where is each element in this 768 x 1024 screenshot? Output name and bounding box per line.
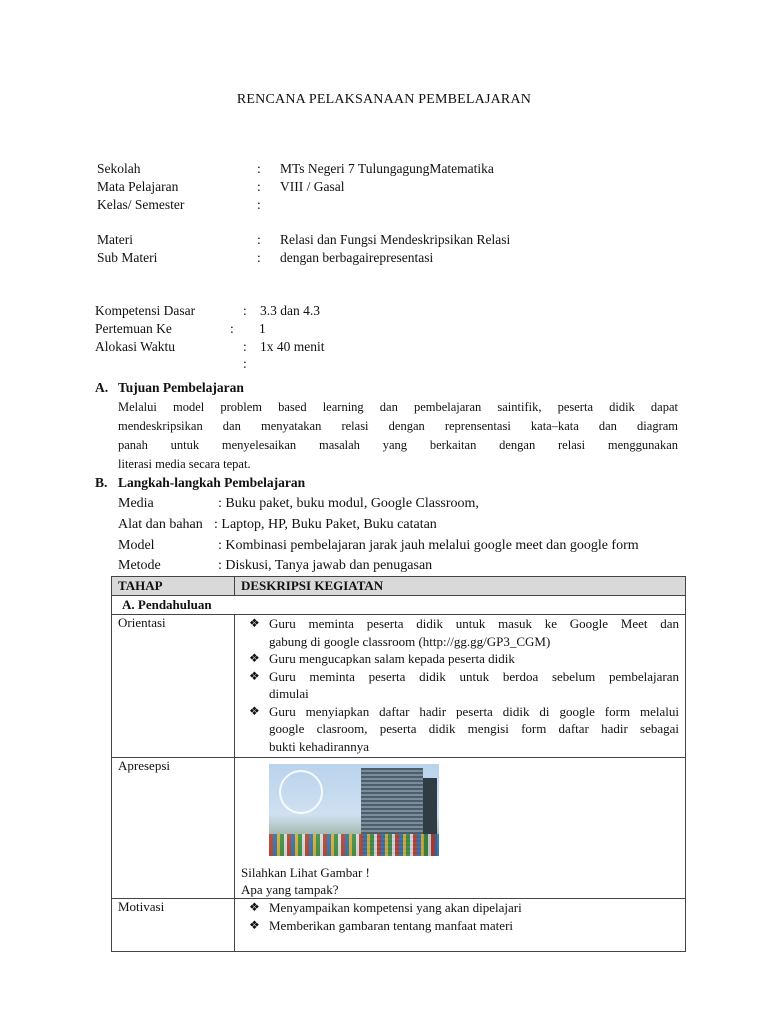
colon: : xyxy=(243,339,247,354)
diamond-bullet-icon: ❖ xyxy=(249,616,260,630)
section-a-title: Tujuan Pembelajaran xyxy=(118,380,244,395)
orientasi-label: Orientasi xyxy=(112,615,235,758)
tujuan-paragraph xyxy=(118,398,678,474)
table-row xyxy=(112,899,686,952)
kd-label: Kompetensi Dasar xyxy=(95,303,196,318)
list-item-line: bukti kehadirannya xyxy=(269,738,369,754)
materi-label: Materi xyxy=(97,232,133,247)
paragraph-line: mendeskripsikan dan menyatakan relasi dengan reprensentasi kata–kata dan diagram xyxy=(118,419,678,433)
list-item xyxy=(241,615,679,650)
alokasi-label: Alokasi Waktu xyxy=(95,339,176,354)
metode-label: Metode xyxy=(118,558,161,573)
list-item xyxy=(241,650,679,668)
model-label: Model xyxy=(118,538,155,553)
un-emblem-icon xyxy=(279,770,323,814)
paragraph-line: panah untuk menyelesaikan masalah yang berkaitan dengan relasi menggunakan xyxy=(118,438,678,452)
list-item-line: dimulai xyxy=(269,686,309,701)
media-label: Media xyxy=(118,496,154,511)
list-item xyxy=(241,703,679,756)
list-item xyxy=(241,899,679,917)
pertemuan-value: 1 xyxy=(259,321,266,336)
un-headquarters-photo xyxy=(269,764,439,856)
orientasi-list xyxy=(241,615,679,755)
sekolah-value: MTs Negeri 7 TulungagungMatematika xyxy=(280,161,494,176)
diamond-bullet-icon: ❖ xyxy=(249,703,260,718)
list-item-line: Guru meminta peserta didik untuk berdoa sebelum pembelajaran xyxy=(269,668,679,684)
submateri-value: dengan berbagairepresentasi xyxy=(280,250,434,265)
table-row xyxy=(112,758,686,899)
page-title: RENCANA PELAKSANAAN PEMBELAJARAN xyxy=(236,92,532,107)
diamond-bullet-icon: ❖ xyxy=(249,917,260,932)
diamond-bullet-icon: ❖ xyxy=(249,668,260,683)
col-deskripsi-header: DESKRIPSI KEGIATAN xyxy=(235,577,686,596)
mapel-value: VIII / Gasal xyxy=(280,179,345,194)
apresepsi-line: Silahkan Lihat Gambar ! xyxy=(241,865,370,880)
colon: : xyxy=(257,197,261,212)
colon: : xyxy=(257,232,261,247)
table-header-row xyxy=(112,577,686,596)
materi-value: Relasi dan Fungsi Mendeskripsikan Relasi xyxy=(280,232,511,247)
submateri-label: Sub Materi xyxy=(97,250,158,265)
list-item xyxy=(241,668,679,703)
section-a-letter: A. xyxy=(95,380,109,395)
activity-table xyxy=(111,576,686,952)
pertemuan-label: Pertemuan Ke xyxy=(95,321,172,336)
table-row xyxy=(112,615,686,758)
kelas-label: Kelas/ Semester xyxy=(97,197,185,212)
apresepsi-line: Apa yang tampak? xyxy=(241,882,339,897)
motivasi-list xyxy=(241,899,679,934)
paragraph-line: literasi media secara tepat. xyxy=(118,457,251,471)
list-item-line: Guru mengucapkan salam kepada peserta didik xyxy=(269,651,515,666)
mapel-label: Mata Pelajaran xyxy=(97,179,179,194)
sekolah-label: Sekolah xyxy=(97,161,141,176)
pendahuluan-label: A. Pendahuluan xyxy=(112,596,686,615)
col-tahap-header: TAHAP xyxy=(112,577,235,596)
list-item-line: Guru meminta peserta didik untuk masuk ke Google Meet dan xyxy=(269,616,679,631)
metode-value: : Diskusi, Tanya jawab dan penugasan xyxy=(218,558,433,573)
paragraph-line: Melalui model problem based learning dan pembelajaran saintifik, peserta didik dapat xyxy=(118,400,678,414)
colon: : xyxy=(243,303,247,318)
media-value: : Buku paket, buku modul, Google Classroom, xyxy=(218,496,479,511)
list-item-line: gabung di google classroom (http://gg.gg/GP3_CGM) xyxy=(269,633,551,649)
diamond-bullet-icon: ❖ xyxy=(249,900,260,914)
alat-label: Alat dan bahan xyxy=(118,517,203,532)
list-item-line: Guru menyiapkan daftar hadir peserta didik di google form melalui xyxy=(269,703,679,719)
list-item-line: Menyampaikan kompetensi yang akan dipelajari xyxy=(269,900,522,915)
pendahuluan-row xyxy=(112,596,686,615)
colon: : xyxy=(257,161,261,176)
colon: : xyxy=(257,179,261,194)
flags-row xyxy=(269,834,439,856)
colon: : xyxy=(257,250,261,265)
list-item xyxy=(241,917,679,935)
apresepsi-cell xyxy=(235,758,686,899)
model-value: : Kombinasi pembelajaran jarak jauh melalui google meet dan google form xyxy=(218,538,639,553)
orientasi-cell xyxy=(235,615,686,758)
section-b-letter: B. xyxy=(95,475,108,490)
motivasi-cell xyxy=(235,899,686,952)
colon: : xyxy=(243,356,247,371)
kd-value: 3.3 dan 4.3 xyxy=(260,303,320,318)
alokasi-value: 1x 40 menit xyxy=(260,339,325,354)
alat-value: : Laptop, HP, Buku Paket, Buku catatan xyxy=(214,517,437,532)
motivasi-label: Motivasi xyxy=(112,899,235,952)
apresepsi-label: Apresepsi xyxy=(112,758,235,899)
colon: : xyxy=(230,321,234,336)
list-item-line: Memberikan gambaran tentang manfaat materi xyxy=(269,917,514,933)
diamond-bullet-icon: ❖ xyxy=(249,651,260,665)
section-b-title: Langkah-langkah Pembelajaran xyxy=(118,475,306,490)
list-item-line: google clasroom, peserta didik mengisi form daftar hadir sebagai xyxy=(269,721,679,736)
